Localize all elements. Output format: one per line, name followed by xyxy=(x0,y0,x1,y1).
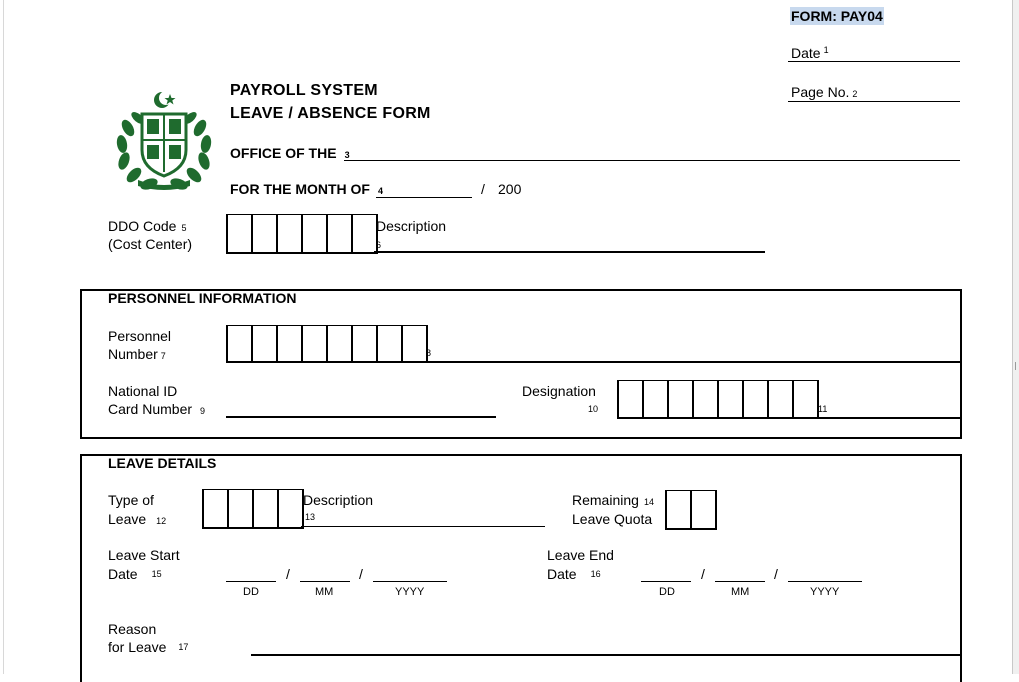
personnel-number-cell[interactable] xyxy=(376,326,401,361)
leave-end-yyyy-line[interactable] xyxy=(788,581,862,582)
personnel-number-cell[interactable] xyxy=(226,326,251,361)
remaining-quota-cells[interactable] xyxy=(665,490,717,530)
remaining-quota-label-line1: Remaining 14 xyxy=(572,492,654,508)
designation-cell[interactable] xyxy=(667,381,692,417)
leave-end-dd-hint: DD xyxy=(659,586,675,598)
leave-start-yyyy-line[interactable] xyxy=(373,581,447,582)
year-prefix: 200 xyxy=(498,181,522,197)
reason-line[interactable] xyxy=(251,654,960,656)
leave-end-dd-line[interactable] xyxy=(641,581,691,582)
ddo-code-cells[interactable] xyxy=(226,214,378,254)
designation-cell[interactable] xyxy=(617,381,642,417)
state-emblem-icon xyxy=(114,88,214,192)
page-no-line[interactable] xyxy=(788,101,960,102)
national-id-line[interactable] xyxy=(226,416,496,418)
leave-start-dd-line[interactable] xyxy=(226,581,276,582)
date-line[interactable] xyxy=(788,61,960,62)
designation-line[interactable] xyxy=(813,417,960,419)
leave-start-sep-2: / xyxy=(359,566,363,582)
leave-end-label-line2: Date $^{16}$ xyxy=(547,566,601,582)
ddo-code-cell[interactable] xyxy=(251,215,276,252)
designation-cell[interactable] xyxy=(742,381,767,417)
scrollbar-marker[interactable] xyxy=(1015,362,1019,370)
personnel-number-label-line1: Personnel xyxy=(108,328,172,344)
personnel-number-cell[interactable] xyxy=(326,326,351,361)
personnel-number-cell[interactable] xyxy=(351,326,376,361)
leave-start-sep-1: / xyxy=(286,566,290,582)
leave-details-title: LEAVE DETAILS xyxy=(108,455,217,471)
ddo-code-label: DDO Code 5 xyxy=(108,218,187,234)
office-of-the-line[interactable] xyxy=(344,160,960,161)
type-of-leave-cells[interactable] xyxy=(202,489,304,529)
type-of-leave-label-line1: Type of xyxy=(108,492,154,508)
leave-start-mm-line[interactable] xyxy=(300,581,350,582)
leave-start-mm-hint: MM xyxy=(315,586,334,598)
leave-description-line[interactable] xyxy=(301,526,545,527)
ddo-code-cell[interactable] xyxy=(301,215,326,252)
designation-cell[interactable] xyxy=(692,381,717,417)
personnel-number-cells[interactable] xyxy=(226,325,428,363)
title-leave-absence-form: LEAVE / ABSENCE FORM xyxy=(230,105,431,122)
designation-label: Designation xyxy=(522,383,596,399)
national-id-label-line1: National ID xyxy=(108,383,178,399)
designation-cell[interactable] xyxy=(717,381,742,417)
remaining-quota-cell[interactable] xyxy=(665,491,690,528)
ddo-code-cell[interactable] xyxy=(326,215,351,252)
personnel-number-line[interactable] xyxy=(422,361,960,363)
remaining-quota-label-line2: Leave Quota xyxy=(572,511,653,527)
national-id-label-line2: Card Number 9 xyxy=(108,401,206,417)
leave-end-sep-1: / xyxy=(701,566,705,582)
ddo-description-num: 6 xyxy=(376,240,382,250)
reason-label-line2: for Leave $^{17}$ xyxy=(108,639,189,655)
personnel-number-after-num: 8 xyxy=(426,348,432,358)
designation-cells[interactable] xyxy=(617,380,819,419)
leave-end-sep-2: / xyxy=(774,566,778,582)
type-of-leave-cell[interactable] xyxy=(277,490,304,527)
personnel-number-cell[interactable] xyxy=(251,326,276,361)
page-edge-left xyxy=(3,0,4,674)
ddo-code-cell[interactable] xyxy=(351,215,378,252)
cost-center-label: (Cost Center) xyxy=(108,236,193,252)
office-of-the-label: OFFICE OF THE 3 xyxy=(230,145,350,161)
ddo-description-line[interactable] xyxy=(374,251,765,253)
designation-after-num: 11 xyxy=(818,404,828,414)
year-separator: / xyxy=(481,181,485,197)
leave-end-yyyy-hint: YYYY xyxy=(810,586,840,598)
leave-end-mm-line[interactable] xyxy=(715,581,765,582)
title-payroll-system: PAYROLL SYSTEM xyxy=(230,82,378,99)
month-line[interactable] xyxy=(376,197,472,198)
leave-start-yyyy-hint: YYYY xyxy=(395,586,425,598)
leave-end-mm-hint: MM xyxy=(731,586,750,598)
leave-start-label-line1: Leave Start xyxy=(108,547,180,563)
ddo-code-cell[interactable] xyxy=(226,215,251,252)
form-code: FORM: PAY04 xyxy=(791,8,883,24)
page-no-label: Page No. 2 xyxy=(791,84,858,100)
leave-end-label-line1: Leave End xyxy=(547,547,614,563)
type-of-leave-cell[interactable] xyxy=(202,490,227,527)
designation-cell[interactable] xyxy=(792,381,819,417)
reason-label-line1: Reason xyxy=(108,621,157,637)
personnel-number-cell[interactable] xyxy=(301,326,326,361)
leave-description-label: Description xyxy=(303,492,374,508)
personnel-number-label-line2: Number 7 xyxy=(108,346,166,362)
ddo-description-label: Description xyxy=(376,218,447,234)
month-label: FOR THE MONTH OF 4 xyxy=(230,181,384,197)
leave-start-label-line2: Date $^{15}$ xyxy=(108,566,162,582)
designation-num: 10 xyxy=(588,404,599,414)
leave-description-num: 13 xyxy=(305,512,316,522)
ddo-code-cell[interactable] xyxy=(276,215,301,252)
personnel-information-title: PERSONNEL INFORMATION xyxy=(108,290,297,306)
designation-cell[interactable] xyxy=(642,381,667,417)
scrollbar-gutter[interactable] xyxy=(1013,0,1019,674)
type-of-leave-cell[interactable] xyxy=(227,490,252,527)
remaining-quota-cell[interactable] xyxy=(690,491,717,528)
date-label: Date $^1$ xyxy=(791,45,829,61)
type-of-leave-cell[interactable] xyxy=(252,490,277,527)
personnel-number-cell[interactable] xyxy=(276,326,301,361)
leave-start-dd-hint: DD xyxy=(243,586,259,598)
type-of-leave-label-line2: Leave 12 xyxy=(108,511,167,527)
designation-cell[interactable] xyxy=(767,381,792,417)
personnel-number-cell[interactable] xyxy=(401,326,428,361)
